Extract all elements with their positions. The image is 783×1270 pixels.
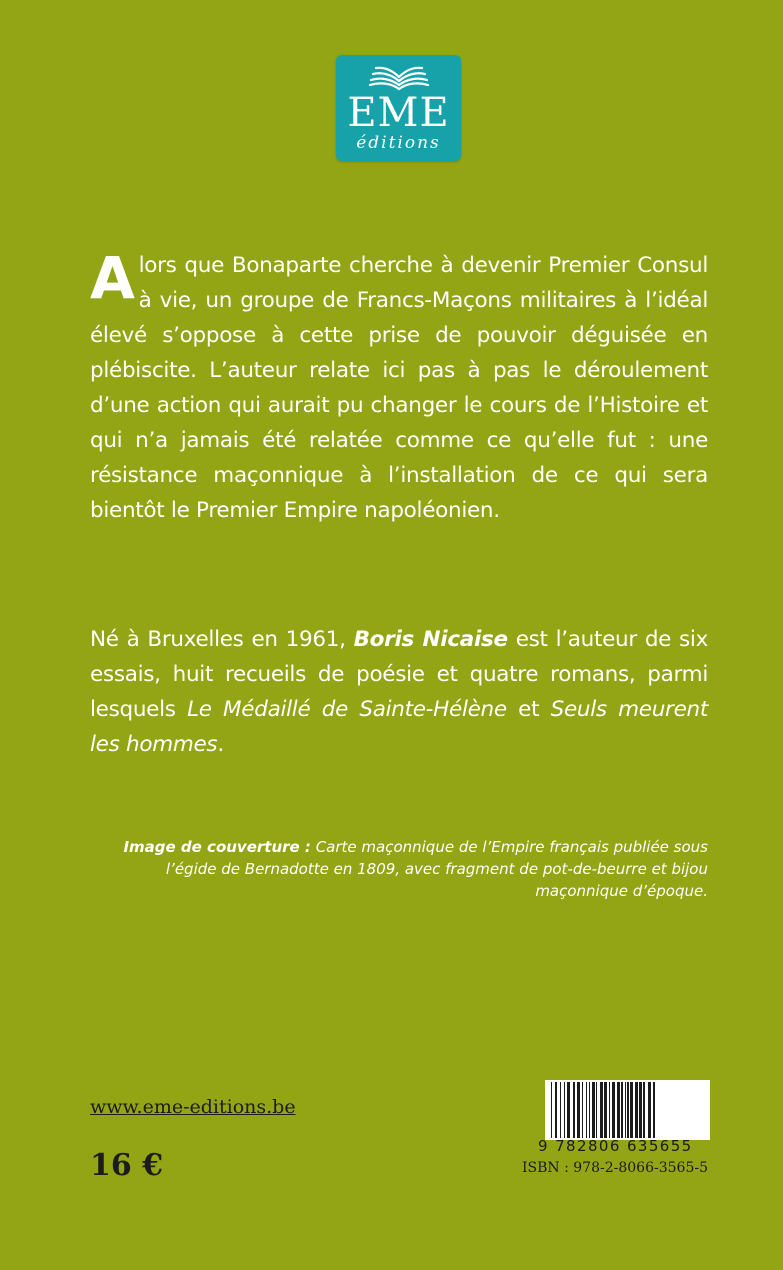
barcode-bar — [625, 1082, 626, 1138]
barcode-bar — [627, 1082, 629, 1138]
barcode-bar — [582, 1082, 583, 1138]
isbn: ISBN : 978-2-8066-3565-5 — [522, 1160, 708, 1176]
barcode-bar — [643, 1082, 645, 1138]
synopsis-text: lors que Bonaparte cherche à devenir Premier Consul à vie, un groupe de Francs-Maçons militaires à l’idéal élevé s’oppose à cette prise de pouvoir déguisée en plébiscite. L’auteur relate ici pas à pas le déroulement d’une action qui aurait pu changer le cours de l’Histoire et qui n’a jamais été relatée comme ce qu’elle fut : une résistance maçonnique à l’installation de ce qui sera bientôt le Premier Empire napoléonien. — [90, 253, 708, 523]
barcode-bar — [592, 1082, 595, 1138]
barcode-bar — [560, 1082, 561, 1138]
barcode-bar — [639, 1082, 642, 1138]
barcode-bar — [621, 1082, 623, 1138]
cover-credit-label: Image de couverture : — [123, 838, 311, 856]
website-link[interactable]: www.eme-editions.be — [90, 1096, 296, 1118]
book-title-1: Le Médaillé de Sainte-Hélène — [187, 697, 507, 722]
bio-intro: Né à Bruxelles en 1961, — [90, 627, 354, 652]
book-title-2: Seuls meurent les hommes — [90, 697, 708, 757]
barcode-bar — [589, 1082, 590, 1138]
open-book-icon — [366, 63, 432, 93]
barcode-bar — [609, 1082, 610, 1138]
barcode-bar — [653, 1082, 655, 1138]
barcode-bar — [612, 1082, 615, 1138]
barcode-number: 9 782806 635655 — [538, 1137, 693, 1155]
drop-cap: A — [90, 244, 135, 312]
barcode-bar — [604, 1082, 607, 1138]
barcode-bar — [648, 1082, 651, 1138]
price: 16 € — [90, 1148, 164, 1183]
barcode-bar — [617, 1082, 620, 1138]
bio-and: et — [506, 697, 551, 722]
barcode-bars — [545, 1080, 710, 1140]
author-bio — [90, 622, 708, 762]
barcode — [538, 1080, 710, 1160]
synopsis-paragraph — [90, 244, 708, 528]
bio-end: . — [217, 732, 224, 757]
barcode-bar — [630, 1082, 633, 1138]
barcode-bar — [567, 1082, 570, 1138]
barcode-bar — [600, 1082, 603, 1138]
barcode-bar — [573, 1082, 575, 1138]
barcode-bar — [551, 1082, 552, 1138]
author-name: Boris Nicaise — [353, 627, 508, 652]
logo-name: EME — [347, 90, 450, 136]
logo-subtitle: éditions — [356, 133, 441, 153]
barcode-bar — [564, 1082, 565, 1138]
bio-mid: est l’auteur de six essais, huit recueils de poésie et quatre romans, parmi lesquels — [90, 627, 708, 722]
barcode-bar — [577, 1082, 580, 1138]
cover-credit-text: Carte maçonnique de l’Empire français publiée sous l’égide de Bernadotte en 1809, avec fragment de pot-de-beurre et bijou maçonnique d’époque. — [165, 838, 708, 900]
barcode-bar — [555, 1082, 557, 1138]
barcode-bar — [635, 1082, 638, 1138]
cover-credit — [100, 836, 708, 902]
barcode-bar — [596, 1082, 597, 1138]
publisher-logo — [336, 55, 461, 161]
barcode-bar — [586, 1082, 587, 1138]
